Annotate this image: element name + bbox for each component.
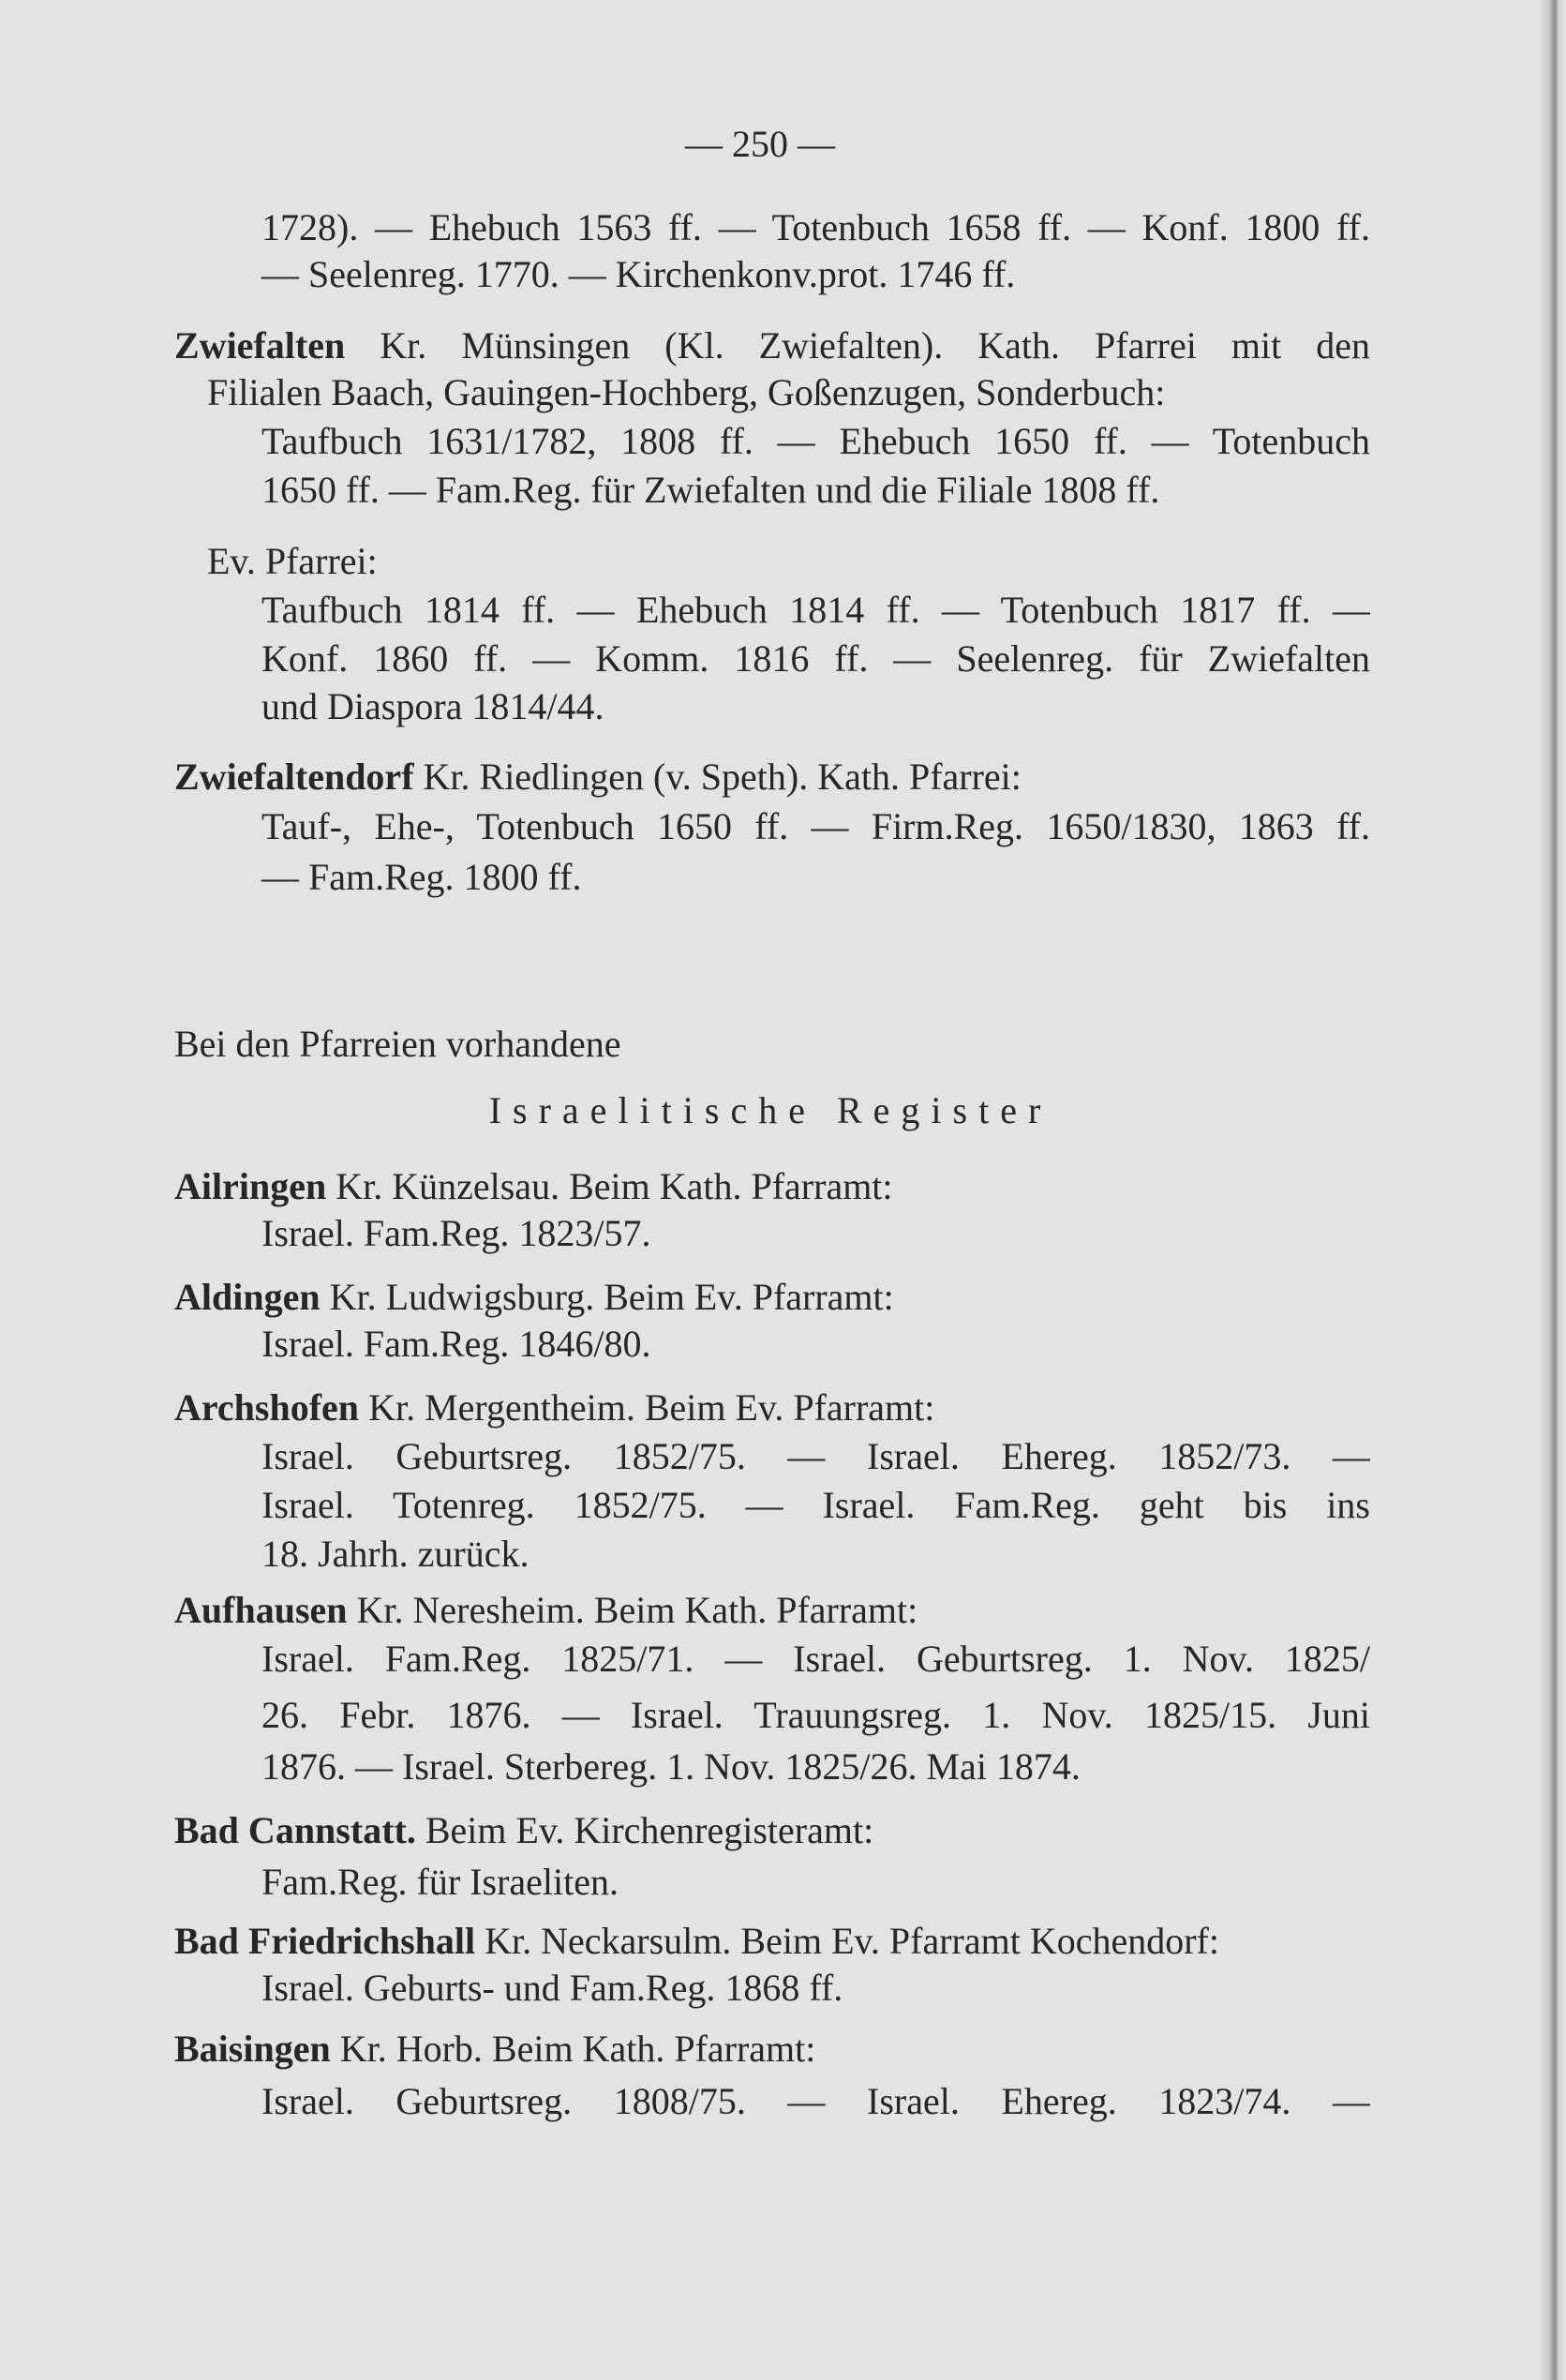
text-line — [174, 1020, 620, 1069]
text-line — [261, 1691, 1370, 1740]
text-line — [207, 368, 1165, 417]
line-text: Kr. Ludwigsburg. Beim Ev. Pfarramt: — [320, 1276, 894, 1318]
text-line — [261, 635, 1370, 683]
line-text: Fam.Reg. für Israeliten. — [261, 1861, 619, 1903]
page-edge — [1538, 0, 1566, 2380]
text-line — [261, 2077, 1370, 2126]
line-text: Kr. Münsingen (Kl. Zwiefalten). Kath. Pfarrei mit den — [345, 324, 1370, 367]
line-text: Kr. Mergentheim. Beim Ev. Pfarramt: — [359, 1386, 935, 1429]
line-text: — Seelenreg. 1770. — Kirchenkonv.prot. 1746 ff. — [261, 253, 1016, 295]
line-text: Israel. Totenreg. 1852/75. — Israel. Fam.Reg. geht bis ins — [261, 1484, 1370, 1526]
text-line — [261, 1432, 1370, 1481]
place-name: Bad Friedrichshall — [174, 1920, 476, 1962]
text-line — [261, 1858, 619, 1907]
line-text: Beim Ev. Kirchenregisteramt: — [415, 1809, 874, 1851]
line-text: Kr. Künzelsau. Beim Kath. Pfarramt: — [326, 1165, 893, 1207]
line-text: Israel. Fam.Reg. 1823/57. — [261, 1212, 651, 1254]
text-line — [261, 1635, 1370, 1684]
line-text: 26. Febr. 1876. — Israel. Trauungsreg. 1. Nov. 1825/15. Juni — [261, 1694, 1370, 1736]
place-name: Zwiefalten — [174, 324, 346, 367]
line-text: Kr. Neresheim. Beim Kath. Pfarramt: — [347, 1589, 918, 1631]
line-text: 18. Jahrh. zurück. — [261, 1533, 529, 1575]
place-name: Baisingen — [174, 2028, 331, 2070]
section-heading — [0, 1086, 1541, 1135]
line-text: Israel. Geburtsreg. 1852/75. — Israel. Ehereg. 1852/73. — — [261, 1435, 1370, 1477]
entry-line — [174, 1586, 917, 1635]
text-line — [261, 203, 1370, 252]
entry-line — [174, 2025, 815, 2073]
text-line — [261, 853, 581, 902]
line-text: Taufbuch 1814 ff. — Ehebuch 1814 ff. — Totenbuch 1817 ff. — — [261, 589, 1370, 631]
line-text: Kr. Riedlingen (v. Speth). Kath. Pfarrei: — [413, 756, 1022, 798]
line-text: Israel. Geburts- und Fam.Reg. 1868 ff. — [261, 1967, 843, 2009]
entry-line — [174, 1162, 893, 1211]
line-text: Israelitische Register — [488, 1089, 1052, 1131]
line-text: Israel. Fam.Reg. 1825/71. — Israel. Geburtsreg. 1. Nov. 1825/ — [261, 1638, 1370, 1680]
line-text: Kr. Horb. Beim Kath. Pfarramt: — [330, 2028, 816, 2070]
place-name: Aufhausen — [174, 1589, 348, 1631]
text-line — [261, 802, 1370, 851]
text-line — [261, 586, 1370, 635]
entry-line — [174, 1384, 934, 1432]
text-line — [261, 1209, 651, 1258]
line-text: — Fam.Reg. 1800 ff. — [261, 856, 582, 898]
text-line — [207, 537, 378, 586]
text-line — [261, 1964, 843, 2013]
line-text: Bei den Pfarreien vorhandene — [174, 1023, 621, 1065]
line-text: Filialen Baach, Gauingen-Hochberg, Goßenzugen, Sonderbuch: — [207, 371, 1166, 413]
line-text: und Diaspora 1814/44. — [261, 685, 604, 727]
entry-line — [174, 1273, 894, 1322]
line-text: Tauf-, Ehe-, Totenbuch 1650 ff. — Firm.Reg. 1650/1830, 1863 ff. — [261, 805, 1370, 847]
line-text: Israel. Geburtsreg. 1808/75. — Israel. Ehereg. 1823/74. — — [261, 2080, 1370, 2122]
place-name: Aldingen — [174, 1276, 321, 1318]
line-text: 1876. — Israel. Sterbereg. 1. Nov. 1825/26. Mai 1874. — [261, 1745, 1081, 1788]
text-line — [261, 1530, 529, 1579]
page-number: — 250 — — [685, 123, 835, 165]
place-name: Zwiefaltendorf — [174, 756, 414, 798]
entry-line — [174, 1917, 1219, 1966]
line-text: Israel. Fam.Reg. 1846/80. — [261, 1323, 651, 1365]
place-name: Bad Cannstatt. — [174, 1809, 416, 1851]
text-line — [261, 250, 1015, 299]
line-text: Taufbuch 1631/1782, 1808 ff. — Ehebuch 1650 ff. — Totenbuch — [261, 420, 1370, 462]
text-line — [261, 682, 604, 731]
text-line — [261, 417, 1370, 466]
entry-line — [174, 322, 1370, 370]
place-name: Archshofen — [174, 1386, 360, 1429]
text-line — [261, 1481, 1370, 1530]
line-text: 1728). — Ehebuch 1563 ff. — Totenbuch 1658 ff. — Konf. 1800 ff. — [261, 206, 1370, 248]
line-text: Kr. Neckarsulm. Beim Ev. Pfarramt Kochendorf: — [475, 1920, 1219, 1962]
text-line — [261, 466, 1159, 515]
line-text: 1650 ff. — Fam.Reg. für Zwiefalten und die Filiale 1808 ff. — [261, 469, 1160, 511]
text-line — [261, 1320, 651, 1369]
entry-line — [174, 753, 1022, 801]
entry-line — [174, 1806, 873, 1855]
text-line — [261, 1743, 1081, 1791]
line-text: Konf. 1860 ff. — Komm. 1816 ff. — Seelenreg. für Zwiefalten — [261, 637, 1370, 680]
place-name: Ailringen — [174, 1165, 327, 1207]
line-text: Ev. Pfarrei: — [207, 540, 378, 582]
